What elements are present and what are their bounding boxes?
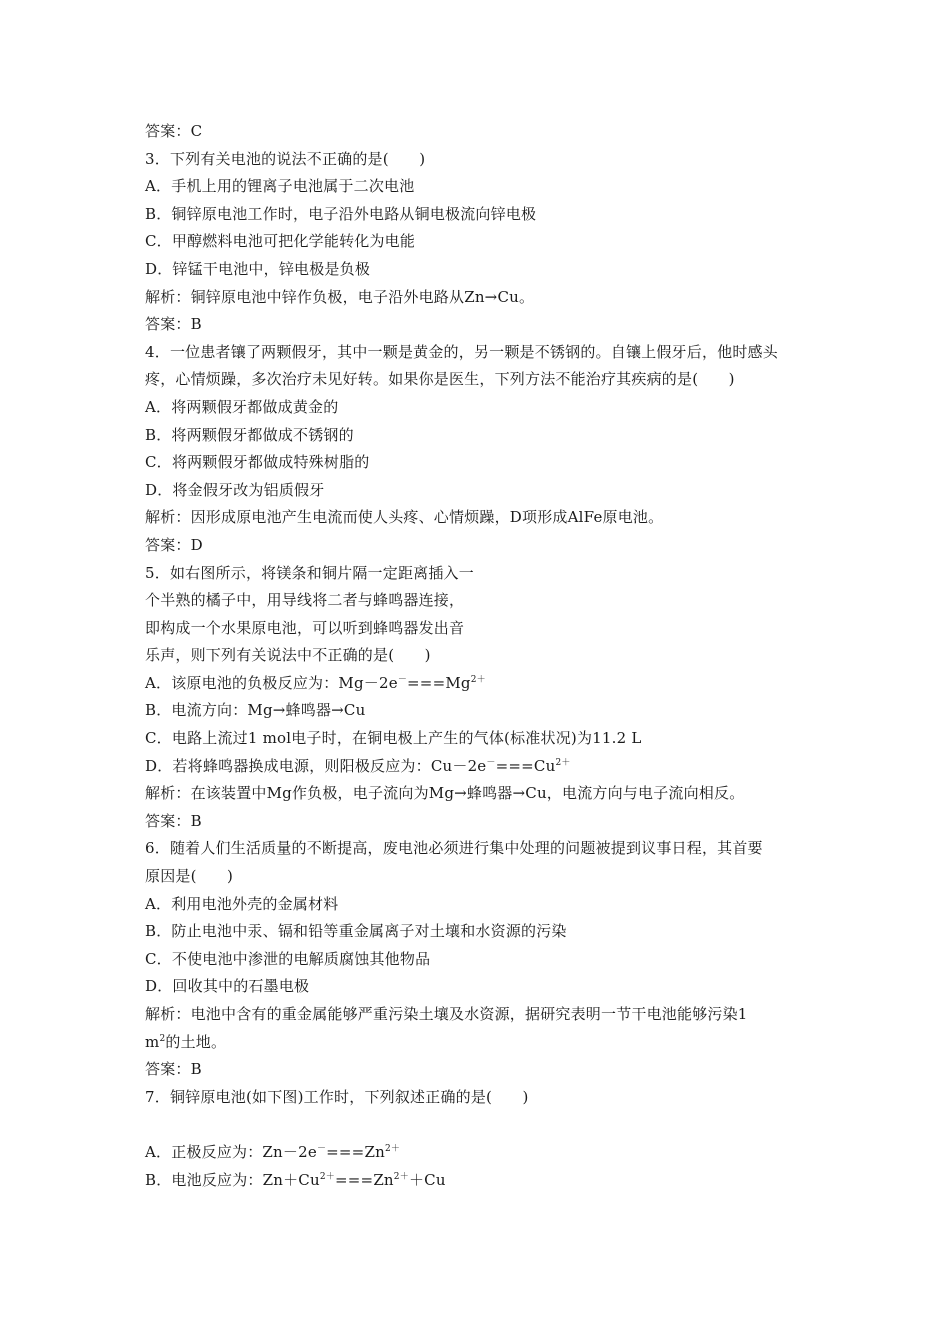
question-6-analysis-line-1: 解析：电池中含有的重金属能够严重污染土壤及水资源，据研究表明一节干电池能够污染1 xyxy=(145,1005,748,1023)
document-page xyxy=(145,118,815,1194)
question-7-option-a: A．正极反应为：$Zn-2e^-===Zn^{2+}$ xyxy=(145,1142,401,1161)
question-5-option-b: B．电流方向：Mg→蜂鸣器→Cu xyxy=(145,701,366,720)
question-3-option-a: A．手机上用的锂离子电池属于二次电池 xyxy=(145,177,415,196)
question-4-option-b: B．将两颗假牙都做成不锈钢的 xyxy=(145,425,354,444)
question-4-stem-line-2: 疼，心情烦躁，多次治疗未见好转。如果你是医生，下列方法不能治疗其疾病的是( ) xyxy=(145,370,735,389)
question-3-option-d: D．锌锰干电池中，锌电极是负极 xyxy=(145,259,371,278)
question-5-analysis: 解析：在该装置中Mg作负极，电子流向为Mg→蜂鸣器→Cu，电流方向与电子流向相反。 xyxy=(145,784,745,803)
question-5-option-a: A．该原电池的负极反应为：$Mg-2e^-===Mg^{2+}$ xyxy=(145,673,486,692)
question-3-option-c: C．甲醇燃料电池可把化学能转化为电能 xyxy=(145,232,416,251)
question-5-option-c: C．电路上流过1 mol电子时，在铜电极上产生的气体(标准状况)为11.2 L xyxy=(145,729,642,748)
question-6-answer: 答案：B xyxy=(145,1060,202,1079)
question-4-answer: 答案：D xyxy=(145,535,203,554)
question-3-answer: 答案：B xyxy=(145,315,202,334)
question-6-option-a: A．利用电池外壳的金属材料 xyxy=(145,894,339,913)
question-3-analysis: 解析：铜锌原电池中锌作负极，电子沿外电路从Zn→Cu。 xyxy=(145,287,535,306)
question-5-answer: 答案：B xyxy=(145,811,202,830)
question-5-stem-line-1: 5．如右图所示，将镁条和铜片隔一定距离插入一 xyxy=(145,563,474,582)
question-6-option-d: D．回收其中的石墨电极 xyxy=(145,977,310,996)
question-6-option-b: B．防止电池中汞、镉和铅等重金属离子对土壤和水资源的污染 xyxy=(145,922,567,941)
question-4-option-a: A．将两颗假牙都做成黄金的 xyxy=(145,397,339,416)
text-line: 答案：C xyxy=(145,122,203,140)
question-3-stem: 3．下列有关电池的说法不正确的是( ) xyxy=(145,149,426,168)
question-5-stem-line-2: 个半熟的橘子中，用导线将二者与蜂鸣器连接， xyxy=(145,591,465,610)
question-3-option-b: B．铜锌原电池工作时，电子沿外电路从铜电极流向锌电极 xyxy=(145,204,537,223)
question-6-stem-line-2: 原因是( ) xyxy=(145,867,234,886)
question-5-stem-line-3: 即构成一个水果原电池，可以听到蜂鸣器发出音 xyxy=(145,618,465,637)
question-4-analysis: 解析：因形成原电池产生电流而使人头疼、心情烦躁，D项形成AlFe原电池。 xyxy=(145,508,664,527)
question-4-stem-line-1: 4．一位患者镶了两颗假牙，其中一颗是黄金的，另一颗是不锈钢的。自镶上假牙后，他时感头 xyxy=(145,342,778,361)
question-4-option-d: D．将金假牙改为铝质假牙 xyxy=(145,480,325,499)
question-6-analysis-line-2: $m^2$的土地。 xyxy=(145,1032,227,1051)
question-6-stem-line-1: 6．随着人们生活质量的不断提高，废电池必须进行集中处理的问题被提到议事日程，其首要 xyxy=(145,839,763,858)
question-7-stem: 7．铜锌原电池(如下图)工作时，下列叙述正确的是( ) xyxy=(145,1087,529,1106)
question-7-option-b: B．电池反应为：$Zn+Cu^{2+}===Zn^{2+}+Cu$ xyxy=(145,1170,446,1189)
question-5-option-d: D．若将蜂鸣器换成电源，则阳极反应为：$Cu-2e^-===Cu^{2+}$ xyxy=(145,756,571,775)
question-5-stem-line-4: 乐声，则下列有关说法中不正确的是( ) xyxy=(145,646,431,665)
figure-placeholder xyxy=(145,1111,815,1139)
question-6-option-c: C．不使电池中渗泄的电解质腐蚀其他物品 xyxy=(145,949,431,968)
question-4-option-c: C．将两颗假牙都做成特殊树脂的 xyxy=(145,453,370,472)
